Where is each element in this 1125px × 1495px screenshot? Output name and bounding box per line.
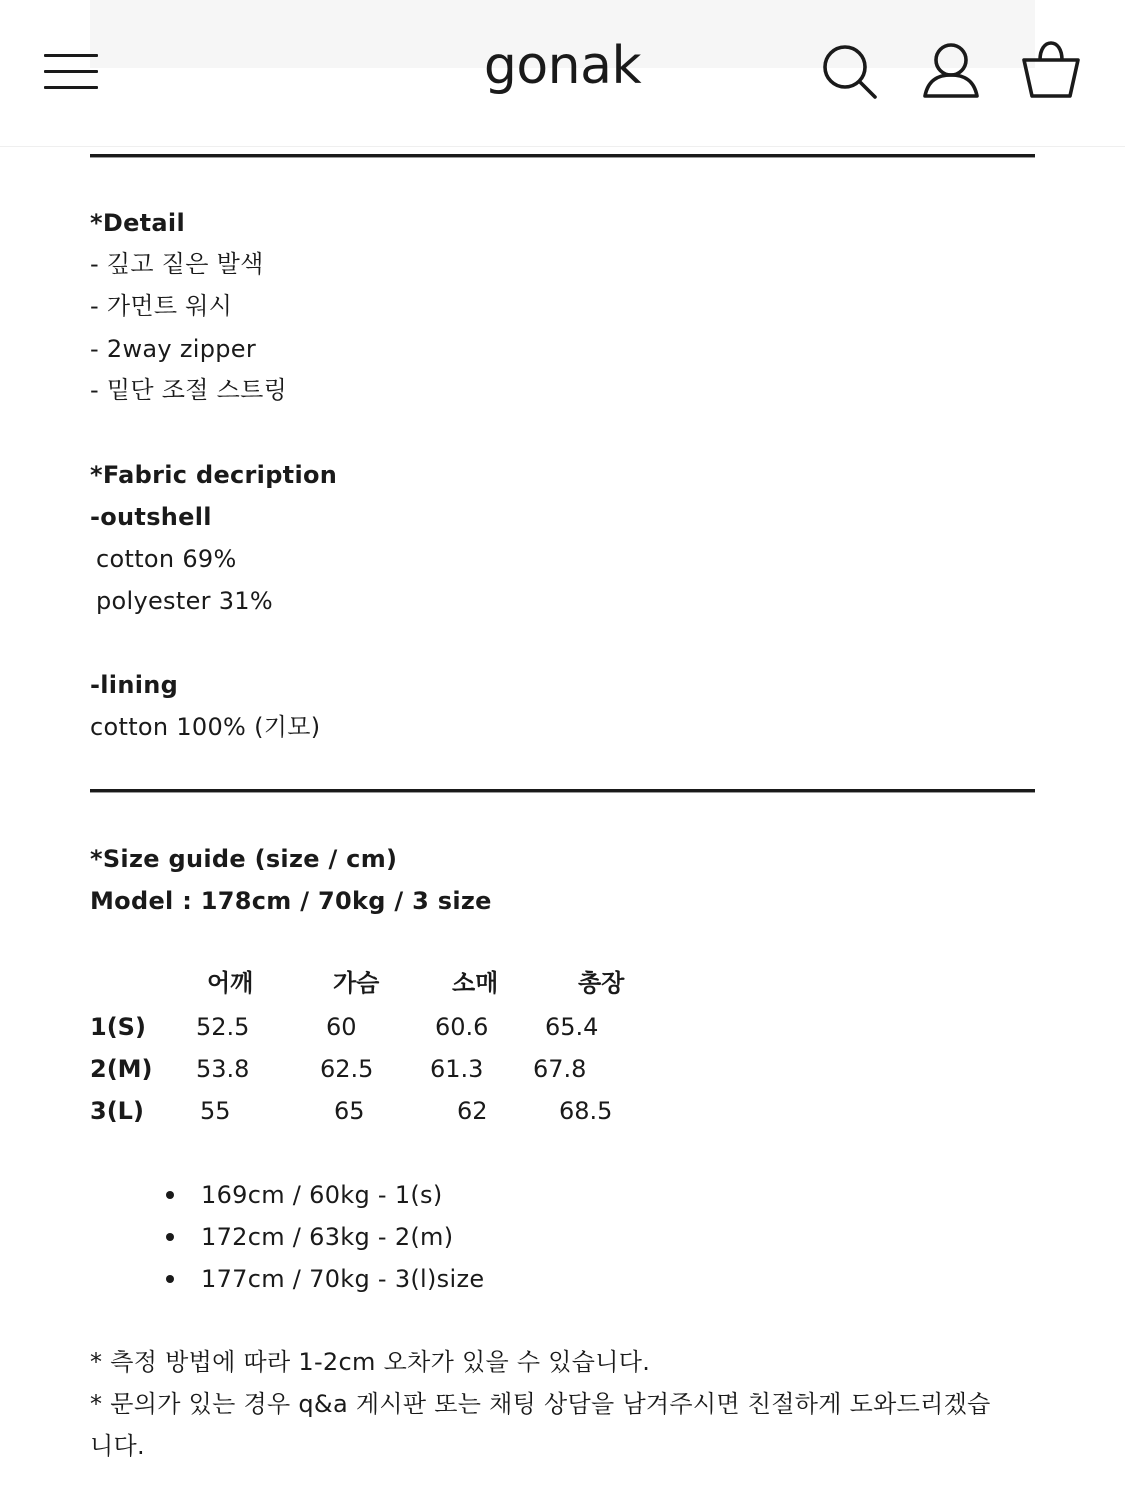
table-cell: 65.4	[545, 1013, 599, 1041]
fabric-heading: *Fabric decription	[90, 461, 338, 489]
detail-item: - 2way zipper	[90, 335, 256, 363]
detail-heading: *Detail	[90, 209, 185, 237]
column-header-shoulder: 어깨	[207, 969, 254, 997]
column-header-chest: 가슴	[333, 969, 380, 997]
outshell-label: -outshell	[90, 503, 212, 531]
bullet-marker	[166, 1275, 174, 1283]
detail-item: - 가먼트 워시	[90, 292, 233, 320]
table-cell: 53.8	[196, 1055, 250, 1083]
table-cell: 55	[200, 1097, 231, 1125]
basket-icon[interactable]	[1020, 40, 1082, 102]
table-cell: 60	[326, 1013, 357, 1041]
table-cell: 68.5	[559, 1097, 613, 1125]
hamburger-icon[interactable]	[44, 50, 98, 90]
table-cell: 62	[457, 1097, 488, 1125]
note-line: * 문의가 있는 경우 q&a 게시판 또는 채팅 상담을 남겨주시면 친절하게 도와드리겠습	[90, 1390, 991, 1418]
column-header-sleeve: 소매	[452, 969, 499, 997]
list-item: 177cm / 70kg - 3(l)size	[201, 1265, 485, 1293]
row-size-label: 3(L)	[90, 1097, 144, 1125]
table-cell: 52.5	[196, 1013, 250, 1041]
model-info: Model : 178cm / 70kg / 3 size	[90, 887, 492, 915]
detail-item: - 밑단 조절 스트링	[90, 376, 288, 404]
search-icon[interactable]	[818, 40, 880, 102]
outshell-item: polyester 31%	[96, 587, 273, 615]
row-size-label: 2(M)	[90, 1055, 153, 1083]
note-line: * 측정 방법에 따라 1-2cm 오차가 있을 수 있습니다.	[90, 1348, 651, 1376]
list-item: 169cm / 60kg - 1(s)	[201, 1181, 443, 1209]
user-icon[interactable]	[920, 40, 982, 102]
note-line: 니다.	[90, 1432, 145, 1460]
table-cell: 61.3	[430, 1055, 484, 1083]
section-divider	[90, 154, 1035, 157]
section-divider	[90, 789, 1035, 792]
row-size-label: 1(S)	[90, 1013, 146, 1041]
table-cell: 62.5	[320, 1055, 374, 1083]
size-guide-heading: *Size guide (size / cm)	[90, 845, 398, 873]
lining-label: -lining	[90, 671, 179, 699]
detail-item: - 깊고 짙은 발색	[90, 250, 264, 278]
site-header	[0, 0, 1125, 147]
outshell-item: cotton 69%	[96, 545, 237, 573]
table-cell: 65	[334, 1097, 365, 1125]
lining-item: cotton 100% (기모)	[90, 713, 321, 741]
bullet-marker	[166, 1233, 174, 1241]
bullet-marker	[166, 1191, 174, 1199]
logo-text[interactable]: gonak	[483, 36, 642, 96]
column-header-length: 총장	[578, 969, 625, 997]
list-item: 172cm / 63kg - 2(m)	[201, 1223, 454, 1251]
table-cell: 60.6	[435, 1013, 489, 1041]
table-cell: 67.8	[533, 1055, 587, 1083]
